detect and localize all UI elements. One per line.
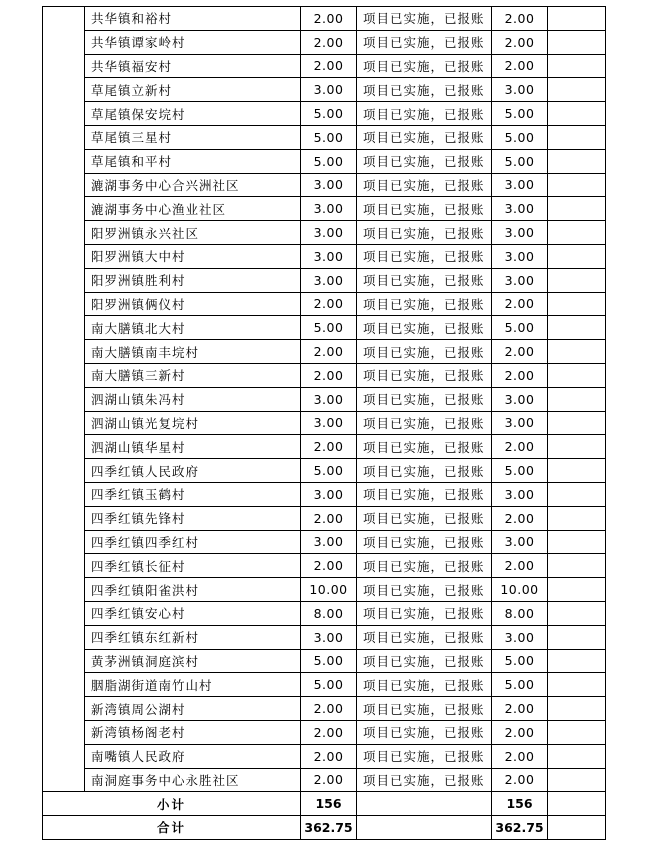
status-cell: 项目已实施，已报账 — [357, 363, 492, 387]
village-name-cell: 四季红镇东红新村 — [85, 625, 301, 649]
village-name-cell: 草尾镇三星村 — [85, 125, 301, 149]
status-cell: 项目已实施，已报账 — [357, 197, 492, 221]
paid-cell: 3.00 — [492, 411, 548, 435]
amount-cell: 5.00 — [301, 459, 357, 483]
subtotal-paid: 156 — [492, 792, 548, 816]
table-row — [43, 316, 606, 340]
status-cell: 项目已实施，已报账 — [357, 673, 492, 697]
amount-cell: 3.00 — [301, 173, 357, 197]
paid-cell: 3.00 — [492, 268, 548, 292]
subtotal-row — [43, 792, 606, 816]
table-row — [43, 459, 606, 483]
status-cell: 项目已实施，已报账 — [357, 411, 492, 435]
village-name-cell: 阳罗洲镇大中村 — [85, 244, 301, 268]
amount-cell: 2.00 — [301, 744, 357, 768]
paid-cell: 5.00 — [492, 459, 548, 483]
status-cell: 项目已实施，已报账 — [357, 744, 492, 768]
remark-cell — [548, 411, 606, 435]
amount-cell: 3.00 — [301, 221, 357, 245]
amount-cell: 3.00 — [301, 268, 357, 292]
remark-cell — [548, 435, 606, 459]
table-row — [43, 625, 606, 649]
paid-cell: 2.00 — [492, 30, 548, 54]
paid-cell: 3.00 — [492, 78, 548, 102]
table-row — [43, 387, 606, 411]
subtotal-label: 小计 — [43, 792, 301, 816]
village-name-cell: 四季红镇长征村 — [85, 554, 301, 578]
amount-cell: 8.00 — [301, 601, 357, 625]
village-name-cell: 南大膳镇南丰垸村 — [85, 340, 301, 364]
amount-cell: 5.00 — [301, 102, 357, 126]
amount-cell: 3.00 — [301, 197, 357, 221]
village-name-cell: 草尾镇立新村 — [85, 78, 301, 102]
table-row — [43, 720, 606, 744]
total-label: 合计 — [43, 816, 301, 840]
table-row — [43, 78, 606, 102]
table-row — [43, 411, 606, 435]
table-row — [43, 744, 606, 768]
remark-cell — [548, 697, 606, 721]
status-cell: 项目已实施，已报账 — [357, 697, 492, 721]
remark-cell — [548, 102, 606, 126]
village-name-cell: 阳罗洲镇俩仪村 — [85, 292, 301, 316]
table-row — [43, 7, 606, 31]
amount-cell: 2.00 — [301, 340, 357, 364]
amount-cell: 2.00 — [301, 697, 357, 721]
remark-cell — [548, 268, 606, 292]
status-cell: 项目已实施，已报账 — [357, 530, 492, 554]
table-row — [43, 363, 606, 387]
village-name-cell: 新湾镇杨阁老村 — [85, 720, 301, 744]
remark-cell — [548, 221, 606, 245]
status-cell: 项目已实施，已报账 — [357, 292, 492, 316]
remark-cell — [548, 197, 606, 221]
remark-cell — [548, 125, 606, 149]
remark-cell — [548, 7, 606, 31]
paid-cell: 2.00 — [492, 340, 548, 364]
amount-cell: 2.00 — [301, 363, 357, 387]
village-name-cell: 南洞庭事务中心永胜社区 — [85, 768, 301, 792]
amount-cell: 5.00 — [301, 316, 357, 340]
paid-cell: 3.00 — [492, 387, 548, 411]
village-name-cell: 四季红镇人民政府 — [85, 459, 301, 483]
paid-cell: 2.00 — [492, 435, 548, 459]
table-row — [43, 268, 606, 292]
subtotal-remark — [548, 792, 606, 816]
amount-cell: 5.00 — [301, 125, 357, 149]
paid-cell: 2.00 — [492, 697, 548, 721]
status-cell: 项目已实施，已报账 — [357, 78, 492, 102]
village-name-cell: 漉湖事务中心合兴洲社区 — [85, 173, 301, 197]
village-name-cell: 草尾镇保安垸村 — [85, 102, 301, 126]
status-cell: 项目已实施，已报账 — [357, 459, 492, 483]
table-row — [43, 197, 606, 221]
status-cell: 项目已实施，已报账 — [357, 340, 492, 364]
table-row — [43, 292, 606, 316]
status-cell: 项目已实施，已报账 — [357, 625, 492, 649]
table-row — [43, 649, 606, 673]
paid-cell: 5.00 — [492, 673, 548, 697]
table-row — [43, 125, 606, 149]
amount-cell: 3.00 — [301, 625, 357, 649]
status-cell: 项目已实施，已报账 — [357, 601, 492, 625]
paid-cell: 2.00 — [492, 744, 548, 768]
paid-cell: 3.00 — [492, 244, 548, 268]
table-row — [43, 244, 606, 268]
table-row — [43, 173, 606, 197]
remark-cell — [548, 459, 606, 483]
paid-cell: 5.00 — [492, 149, 548, 173]
total-paid: 362.75 — [492, 816, 548, 840]
status-cell: 项目已实施，已报账 — [357, 506, 492, 530]
amount-cell: 3.00 — [301, 530, 357, 554]
village-name-cell: 阳罗洲镇胜利村 — [85, 268, 301, 292]
remark-cell — [548, 601, 606, 625]
funds-table — [42, 6, 606, 840]
village-name-cell: 四季红镇安心村 — [85, 601, 301, 625]
paid-cell: 5.00 — [492, 102, 548, 126]
status-cell: 项目已实施，已报账 — [357, 578, 492, 602]
village-name-cell: 共华镇福安村 — [85, 54, 301, 78]
remark-cell — [548, 244, 606, 268]
table-body — [43, 7, 606, 792]
village-name-cell: 泗湖山镇华星村 — [85, 435, 301, 459]
village-name-cell: 共华镇谭家岭村 — [85, 30, 301, 54]
paid-cell: 2.00 — [492, 292, 548, 316]
village-name-cell: 四季红镇玉鹤村 — [85, 482, 301, 506]
status-cell: 项目已实施，已报账 — [357, 125, 492, 149]
table-row — [43, 673, 606, 697]
paid-cell: 2.00 — [492, 363, 548, 387]
status-cell: 项目已实施，已报账 — [357, 30, 492, 54]
amount-cell: 2.00 — [301, 768, 357, 792]
amount-cell: 3.00 — [301, 78, 357, 102]
status-cell: 项目已实施，已报账 — [357, 149, 492, 173]
amount-cell: 5.00 — [301, 149, 357, 173]
remark-cell — [548, 30, 606, 54]
amount-cell: 10.00 — [301, 578, 357, 602]
total-remark — [548, 816, 606, 840]
status-cell: 项目已实施，已报账 — [357, 102, 492, 126]
table-row — [43, 482, 606, 506]
subtotal-amount: 156 — [301, 792, 357, 816]
amount-cell: 3.00 — [301, 411, 357, 435]
status-cell: 项目已实施，已报账 — [357, 268, 492, 292]
status-cell: 项目已实施，已报账 — [357, 54, 492, 78]
paid-cell: 3.00 — [492, 625, 548, 649]
village-name-cell: 黄茅洲镇洞庭滨村 — [85, 649, 301, 673]
remark-cell — [548, 530, 606, 554]
remark-cell — [548, 482, 606, 506]
remark-cell — [548, 578, 606, 602]
table-row — [43, 54, 606, 78]
amount-cell: 3.00 — [301, 244, 357, 268]
remark-cell — [548, 173, 606, 197]
paid-cell: 2.00 — [492, 720, 548, 744]
amount-cell: 5.00 — [301, 649, 357, 673]
paid-cell: 3.00 — [492, 173, 548, 197]
status-cell: 项目已实施，已报账 — [357, 554, 492, 578]
remark-cell — [548, 292, 606, 316]
total-amount: 362.75 — [301, 816, 357, 840]
paid-cell: 8.00 — [492, 601, 548, 625]
group-cell — [43, 7, 85, 792]
village-name-cell: 四季红镇先锋村 — [85, 506, 301, 530]
remark-cell — [548, 149, 606, 173]
village-name-cell: 草尾镇和平村 — [85, 149, 301, 173]
village-name-cell: 漉湖事务中心渔业社区 — [85, 197, 301, 221]
table-row — [43, 578, 606, 602]
status-cell: 项目已实施，已报账 — [357, 7, 492, 31]
total-row — [43, 816, 606, 840]
village-name-cell: 南大膳镇北大村 — [85, 316, 301, 340]
table-row — [43, 340, 606, 364]
village-name-cell: 阳罗洲镇永兴社区 — [85, 221, 301, 245]
amount-cell: 2.00 — [301, 435, 357, 459]
village-name-cell: 四季红镇阳雀洪村 — [85, 578, 301, 602]
remark-cell — [548, 720, 606, 744]
table-row — [43, 530, 606, 554]
table-row — [43, 601, 606, 625]
remark-cell — [548, 78, 606, 102]
village-name-cell: 新湾镇周公湖村 — [85, 697, 301, 721]
remark-cell — [548, 54, 606, 78]
amount-cell: 3.00 — [301, 387, 357, 411]
paid-cell: 3.00 — [492, 221, 548, 245]
paid-cell: 3.00 — [492, 482, 548, 506]
village-name-cell: 南大膳镇三新村 — [85, 363, 301, 387]
paid-cell: 3.00 — [492, 197, 548, 221]
village-name-cell: 共华镇和裕村 — [85, 7, 301, 31]
remark-cell — [548, 363, 606, 387]
remark-cell — [548, 387, 606, 411]
village-name-cell: 泗湖山镇朱冯村 — [85, 387, 301, 411]
village-name-cell: 四季红镇四季红村 — [85, 530, 301, 554]
status-cell: 项目已实施，已报账 — [357, 768, 492, 792]
amount-cell: 2.00 — [301, 292, 357, 316]
amount-cell: 3.00 — [301, 482, 357, 506]
paid-cell: 10.00 — [492, 578, 548, 602]
amount-cell: 2.00 — [301, 54, 357, 78]
table-row — [43, 149, 606, 173]
amount-cell: 2.00 — [301, 506, 357, 530]
table-row — [43, 435, 606, 459]
paid-cell: 2.00 — [492, 7, 548, 31]
total-status — [357, 816, 492, 840]
remark-cell — [548, 554, 606, 578]
remark-cell — [548, 768, 606, 792]
table-row — [43, 697, 606, 721]
table-row — [43, 221, 606, 245]
paid-cell: 2.00 — [492, 506, 548, 530]
status-cell: 项目已实施，已报账 — [357, 649, 492, 673]
status-cell: 项目已实施，已报账 — [357, 221, 492, 245]
village-name-cell: 胭脂湖街道南竹山村 — [85, 673, 301, 697]
subtotal-status — [357, 792, 492, 816]
status-cell: 项目已实施，已报账 — [357, 435, 492, 459]
amount-cell: 2.00 — [301, 30, 357, 54]
paid-cell: 2.00 — [492, 554, 548, 578]
remark-cell — [548, 506, 606, 530]
remark-cell — [548, 649, 606, 673]
table-row — [43, 30, 606, 54]
paid-cell: 3.00 — [492, 530, 548, 554]
amount-cell: 5.00 — [301, 673, 357, 697]
table-row — [43, 554, 606, 578]
table-row — [43, 506, 606, 530]
village-name-cell: 泗湖山镇光复垸村 — [85, 411, 301, 435]
paid-cell: 2.00 — [492, 768, 548, 792]
status-cell: 项目已实施，已报账 — [357, 316, 492, 340]
remark-cell — [548, 673, 606, 697]
table-row — [43, 768, 606, 792]
status-cell: 项目已实施，已报账 — [357, 387, 492, 411]
status-cell: 项目已实施，已报账 — [357, 720, 492, 744]
status-cell: 项目已实施，已报账 — [357, 173, 492, 197]
remark-cell — [548, 316, 606, 340]
paid-cell: 5.00 — [492, 125, 548, 149]
amount-cell: 2.00 — [301, 7, 357, 31]
status-cell: 项目已实施，已报账 — [357, 482, 492, 506]
amount-cell: 2.00 — [301, 554, 357, 578]
remark-cell — [548, 625, 606, 649]
amount-cell: 2.00 — [301, 720, 357, 744]
remark-cell — [548, 340, 606, 364]
paid-cell: 5.00 — [492, 316, 548, 340]
status-cell: 项目已实施，已报账 — [357, 244, 492, 268]
village-name-cell: 南嘴镇人民政府 — [85, 744, 301, 768]
paid-cell: 5.00 — [492, 649, 548, 673]
paid-cell: 2.00 — [492, 54, 548, 78]
table-row — [43, 102, 606, 126]
remark-cell — [548, 744, 606, 768]
